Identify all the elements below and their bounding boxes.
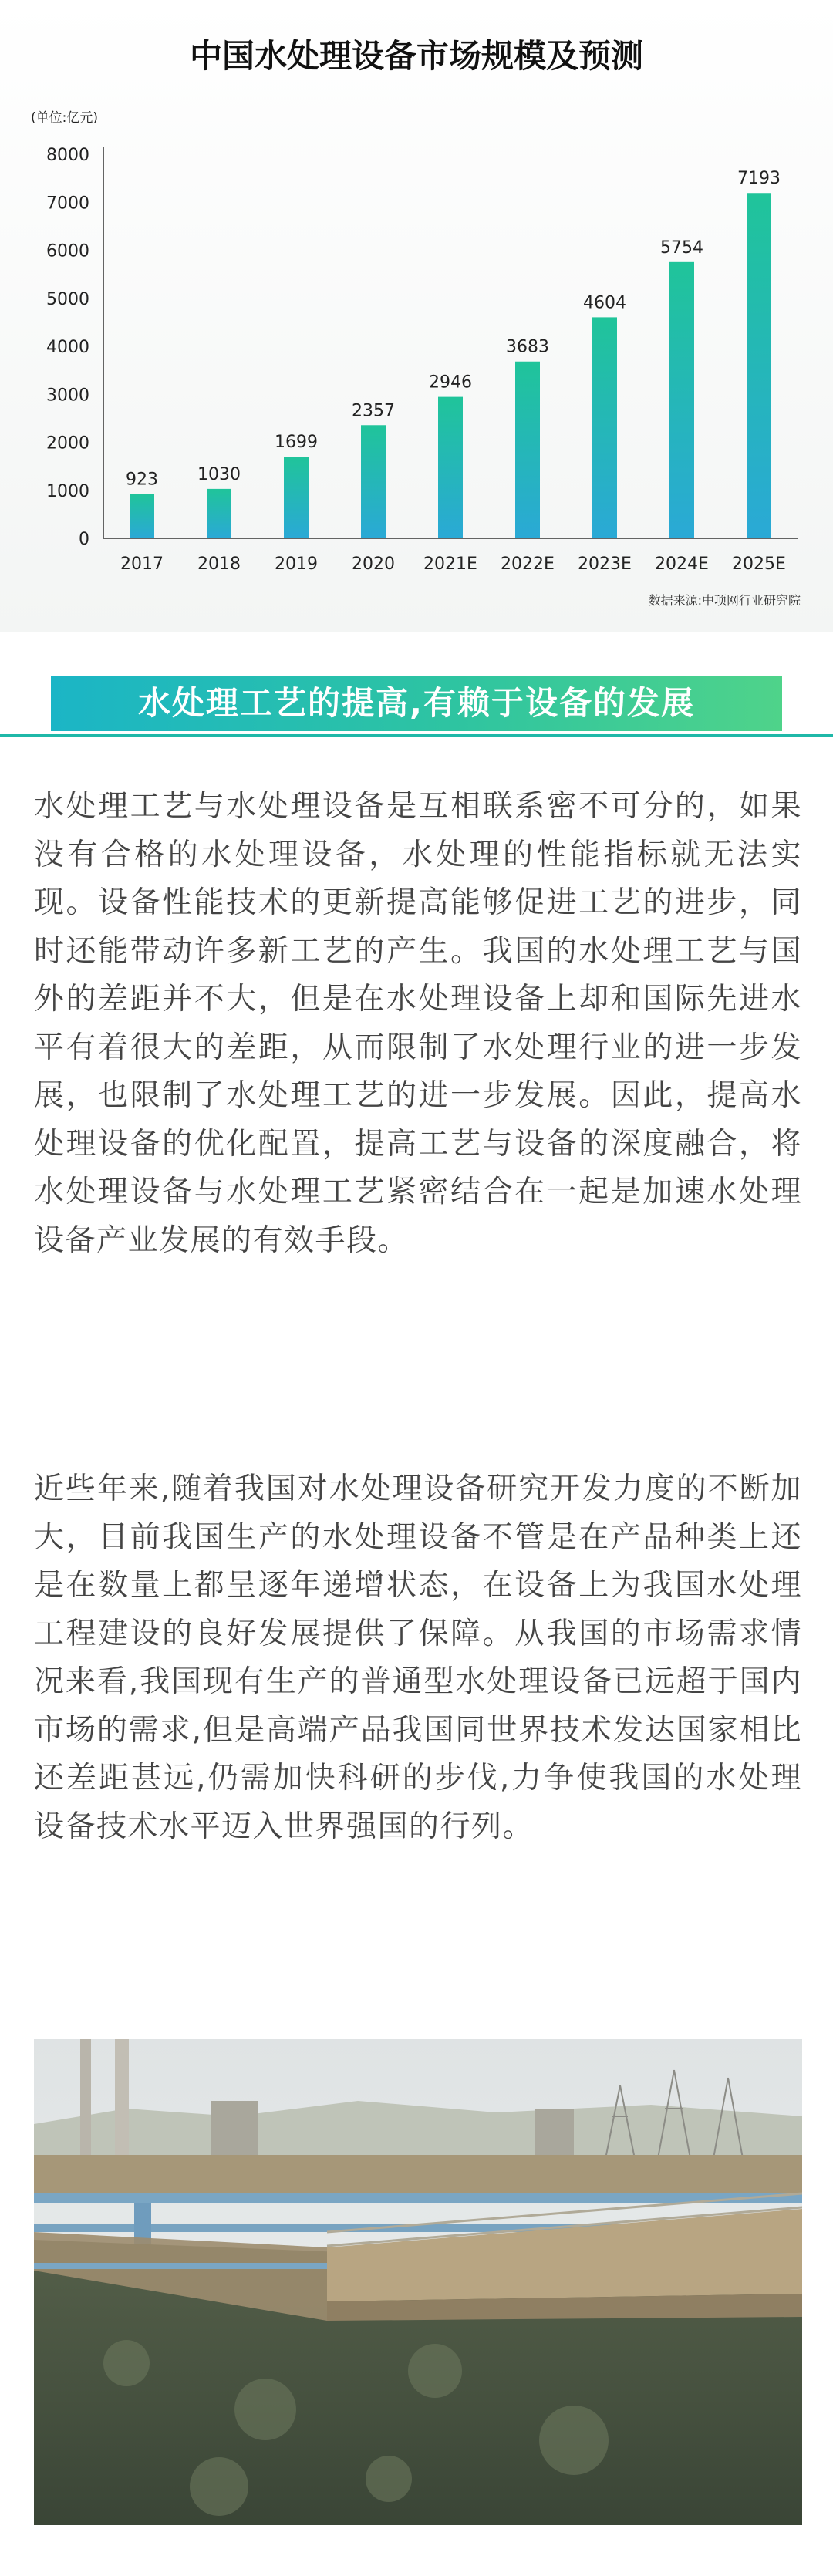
y-tick-label: 3000 (46, 386, 89, 406)
bar (361, 425, 386, 538)
unit-label: (单位:亿元) (31, 110, 98, 126)
bar-value-label: 1030 (197, 464, 241, 484)
bar-value-label: 5754 (660, 238, 703, 258)
section-divider-line (0, 734, 833, 737)
x-tick-label: 2017 (120, 555, 164, 574)
bar (284, 457, 309, 538)
x-tick-label: 2021E (423, 555, 477, 574)
chart-panel (0, 0, 833, 632)
x-tick-label: 2024E (655, 555, 709, 574)
y-tick-label: 8000 (46, 146, 89, 165)
bar-value-label: 4604 (583, 293, 626, 313)
data-source-note: 数据来源:中项网行业研究院 (648, 593, 801, 608)
y-tick-label: 5000 (46, 289, 89, 309)
y-tick-label: 0 (79, 530, 89, 549)
bar (130, 494, 154, 538)
section-title: 水处理工艺的提高,有赖于设备的发展 (51, 676, 782, 731)
bar-value-label: 3683 (506, 337, 549, 357)
bar-value-label: 2946 (429, 373, 472, 393)
x-tick-label: 2025E (732, 555, 786, 574)
bar (207, 489, 231, 538)
x-tick-label: 2018 (197, 555, 241, 574)
paragraph-2: 近些年来,随着我国对水处理设备研究开发力度的不断加大，目前我国生产的水处理设备不管是在产品种类上还是在数量上都呈逐年递增状态，在设备上为我国水处理工程建设的良好发展提供了保障。从我国的市场需求情况来看,我国现有生产的普通型水处理设备已远超于国内市场的需求,但是高端产品我国同世界技术发达国家相比还差距甚远,仍需加快科研的步伐,力争使我国的水处理设备技术水平迈入世界强国的行列。 (34, 1472, 802, 1844)
bar-chart (0, 139, 833, 586)
x-tick-label: 2023E (578, 555, 632, 574)
bar (669, 262, 694, 538)
y-tick-label: 1000 (46, 481, 89, 501)
y-tick-label: 7000 (46, 194, 89, 214)
chart-title: 中国水处理设备市场规模及预测 (189, 37, 643, 75)
bar (592, 317, 617, 538)
bar-value-label: 2357 (352, 401, 395, 421)
bar-value-label: 1699 (275, 433, 318, 453)
bar (515, 362, 540, 538)
y-tick-label: 4000 (46, 338, 89, 357)
paragraph-1: 水处理工艺与水处理设备是互相联系密不可分的，如果没有合格的水处理设备，水处理的性能指标就无法实现。设备性能技术的更新提高能够促进工艺的进步，同时还能带动许多新工艺的产生。我国的水处理工艺与国外的差距并不大，但是在水处理设备上却和国际先进水平有着很大的差距，从而限制了水处理行业的进一步发展，也限制了水处理工艺的进一步发展。因此，提高水处理设备的优化配置，提高工艺与设备的深度融合，将水处理设备与水处理工艺紧密结合在一起是加速水处理设备产业发展的有效手段。 (34, 789, 802, 1258)
y-tick-label: 6000 (46, 241, 89, 261)
y-tick-label: 2000 (46, 433, 89, 453)
x-tick-label: 2020 (352, 555, 395, 574)
section-header (0, 676, 833, 742)
bar (747, 193, 771, 538)
x-tick-label: 2019 (275, 555, 318, 574)
bar-value-label: 923 (126, 470, 158, 490)
plant-illustration (34, 2039, 802, 2525)
x-tick-label: 2022E (501, 555, 555, 574)
bar (438, 397, 463, 538)
bar-value-label: 7193 (737, 169, 781, 189)
water-treatment-plant-photo (34, 2039, 802, 2525)
